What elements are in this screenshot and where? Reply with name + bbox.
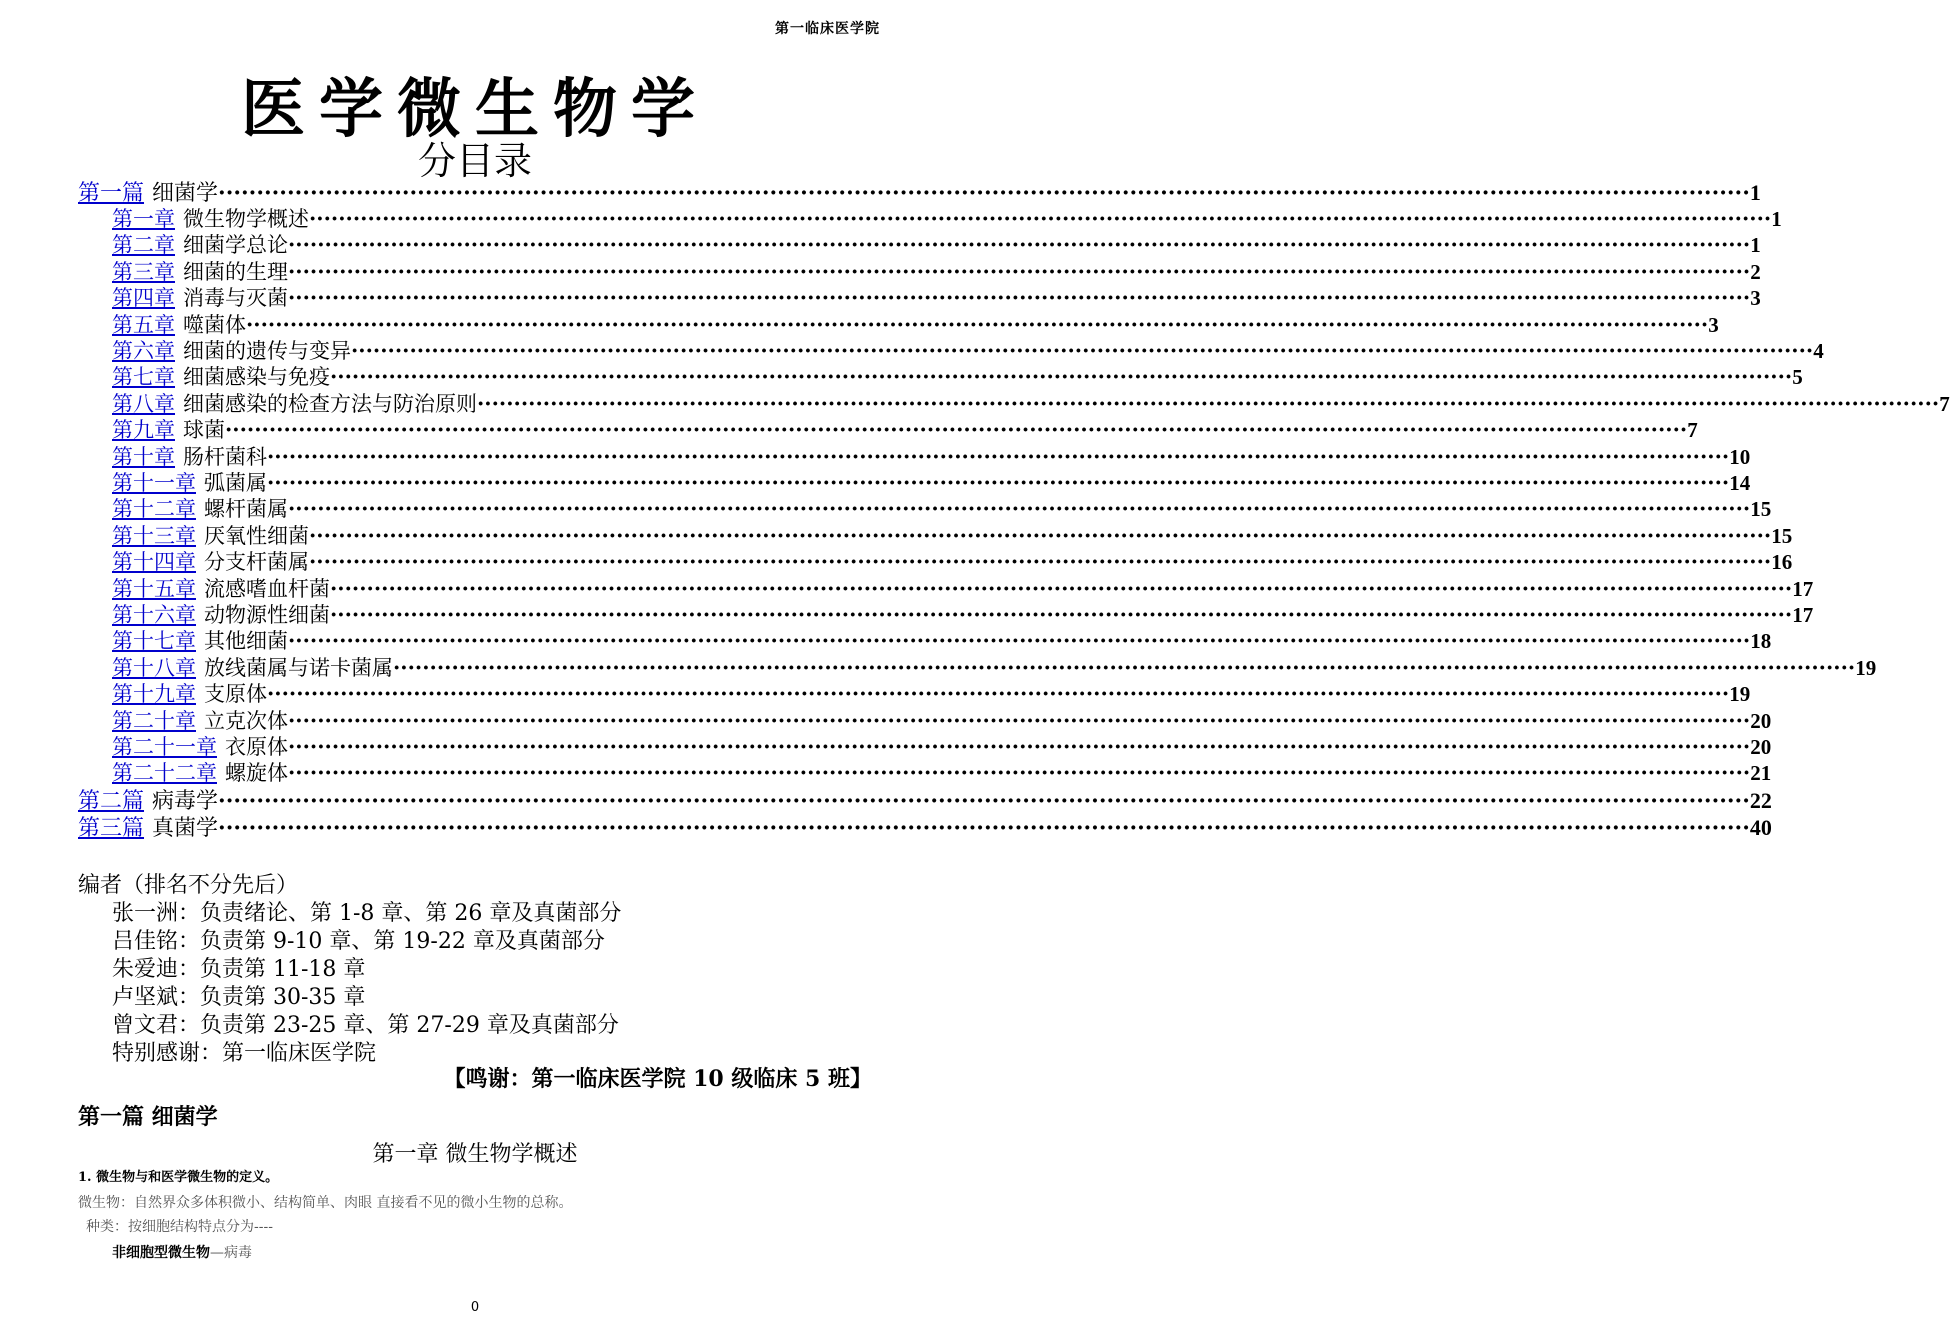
toc-subtitle: 分目录 — [417, 139, 532, 183]
toc-page-number: 19 — [1729, 682, 1751, 707]
chapter-heading: 第一章 微生物学概述 — [372, 1142, 578, 1167]
toc-page-number: 21 — [1750, 761, 1772, 786]
toc-page-number: 10 — [1729, 444, 1751, 469]
toc-leader-dots: ········································································································································································································ — [267, 443, 1730, 469]
toc-leader-dots: ········································································································································································································ — [288, 285, 1751, 311]
toc-leader-dots: ········································································································································································································ — [267, 470, 1730, 495]
toc-entry-title: 病毒学 — [152, 788, 219, 814]
page-number: 0 — [470, 1300, 480, 1315]
toc-leader-dots: ········································································································································································································ — [288, 707, 1751, 733]
toc-entry-title: 支原体 — [204, 682, 267, 707]
toc-link[interactable]: 第三篇 — [78, 815, 145, 841]
toc-page-number: 1 — [1771, 207, 1782, 231]
toc-chapter-row — [112, 757, 1772, 786]
toc-entry-title: 微生物学概述 — [183, 207, 309, 231]
toc-entry-title: 螺杆菌属 — [204, 497, 288, 522]
toc-chapter-row — [112, 203, 1782, 231]
editor-line: 吕佳铭：负责第 9-10 章、第 19-22 章及真菌部分 — [112, 929, 605, 954]
toc-chapter-row — [112, 625, 1772, 654]
toc-link[interactable]: 第十二章 — [112, 497, 196, 522]
toc-chapter-row — [112, 335, 1824, 363]
toc-chapter-row — [112, 229, 1761, 258]
toc-leader-dots: ········································································································································································································ — [309, 206, 1772, 231]
toc-page-number: 15 — [1750, 497, 1772, 522]
toc-leader-dots: ········································································································································································································ — [288, 628, 1751, 654]
toc-link[interactable]: 第七章 — [112, 365, 175, 390]
toc-link[interactable]: 第十九章 — [112, 682, 196, 707]
toc-page-number: 20 — [1750, 735, 1772, 759]
toc-link[interactable]: 第二篇 — [78, 788, 145, 814]
toc-link[interactable]: 第六章 — [112, 339, 175, 363]
toc-link[interactable]: 第十一章 — [112, 471, 196, 495]
toc-entry-title: 真菌学 — [152, 815, 219, 841]
toc-chapter-row — [112, 599, 1814, 627]
toc-chapter-row — [112, 309, 1719, 337]
toc-leader-dots: ········································································································································································································ — [288, 258, 1751, 284]
toc-entry-title: 放线菌属与诺卡菌属 — [204, 655, 393, 680]
toc-entry-title: 细菌学总论 — [183, 233, 288, 258]
toc-leader-dots: ········································································································································································································ — [218, 814, 1750, 841]
editor-line: 卢坚斌：负责第 30-35 章 — [112, 985, 366, 1010]
toc-page-number: 40 — [1749, 814, 1772, 840]
non-cellular-value: —病毒 — [210, 1245, 252, 1261]
toc-leader-dots: ········································································································································································································ — [330, 575, 1793, 601]
toc-entry-title: 衣原体 — [225, 735, 288, 759]
toc-leader-dots: ········································································································································································································ — [309, 522, 1772, 548]
toc-leader-dots: ········································································································································································································ — [330, 602, 1793, 627]
toc-page-number: 17 — [1792, 603, 1814, 627]
toc-chapter-row — [112, 361, 1803, 390]
toc-leader-dots: ········································································································································································································ — [477, 390, 1940, 416]
toc-chapter-row — [112, 573, 1814, 601]
toc-page-number: 5 — [1792, 365, 1803, 390]
toc-chapter-row — [112, 493, 1772, 522]
toc-link[interactable]: 第一篇 — [78, 181, 145, 206]
toc-entry-title: 流感嗜血杆菌 — [204, 576, 330, 601]
toc-part-row — [78, 811, 1772, 841]
toc-entry-title: 厌氧性细菌 — [204, 523, 309, 548]
toc-page-number: 15 — [1771, 523, 1793, 548]
toc-page-number: 18 — [1750, 629, 1772, 654]
toc-entry-title: 噬菌体 — [183, 312, 246, 337]
toc-leader-dots: ········································································································································································································ — [288, 496, 1751, 522]
toc-link[interactable]: 第十六章 — [112, 603, 196, 627]
acknowledgement: 【鸣谢：第一临床医学院 10 级临床 5 班】 — [443, 1066, 872, 1092]
toc-leader-dots: ········································································································································································································ — [246, 311, 1709, 337]
toc-chapter-row — [112, 520, 1793, 548]
toc-page-number: 14 — [1729, 471, 1751, 495]
toc-entry-title: 其他细菌 — [204, 629, 288, 654]
toc-page-number: 22 — [1749, 787, 1772, 813]
toc-leader-dots: ········································································································································································································ — [309, 549, 1772, 575]
toc-chapter-row — [112, 256, 1761, 284]
document-title: 医学微生物学 — [241, 73, 709, 147]
toc-entry-title: 细菌的生理 — [183, 259, 288, 284]
editors-heading: 编者（排名不分先后） — [78, 873, 299, 898]
toc-entry-title: 细菌感染与免疫 — [183, 365, 330, 390]
toc-link[interactable]: 第五章 — [112, 312, 175, 337]
toc-page-number: 20 — [1750, 708, 1772, 733]
toc-page-number: 17 — [1792, 576, 1814, 601]
toc-leader-dots: ········································································································································································································ — [288, 760, 1751, 786]
toc-leader-dots: ········································································································································································································ — [351, 338, 1814, 363]
toc-link[interactable]: 第三章 — [112, 259, 175, 284]
editor-line: 朱爱迪：负责第 11-18 章 — [112, 957, 366, 982]
toc-entry-title: 动物源性细菌 — [204, 603, 330, 627]
toc-link[interactable]: 第十七章 — [112, 629, 196, 654]
part-heading: 第一篇 细菌学 — [78, 1105, 218, 1130]
toc-part-row — [78, 176, 1761, 206]
toc-entry-title: 细菌的遗传与变异 — [183, 339, 351, 363]
toc-chapter-row — [112, 282, 1761, 311]
toc-link[interactable]: 第二十一章 — [112, 735, 217, 759]
toc-leader-dots: ········································································································································································································ — [218, 180, 1750, 206]
editor-line: 曾文君：负责第 23-25 章、第 27-29 章及真菌部分 — [112, 1013, 619, 1038]
header-college: 第一临床医学院 — [775, 21, 880, 37]
toc-part-row — [78, 784, 1772, 814]
toc-link[interactable]: 第十八章 — [112, 655, 196, 680]
toc-page-number: 1 — [1750, 233, 1761, 258]
toc-entry-title: 消毒与灭菌 — [183, 286, 288, 311]
toc-entry-title: 肠杆菌科 — [183, 444, 267, 469]
toc-entry-title: 分支杆菌属 — [204, 550, 309, 575]
non-cellular-item — [112, 1242, 252, 1262]
toc-link[interactable]: 第四章 — [112, 286, 175, 311]
toc-chapter-row — [112, 441, 1751, 469]
toc-entry-title: 螺旋体 — [225, 761, 288, 786]
toc-chapter-row — [112, 652, 1877, 680]
toc-entry-title: 球菌 — [183, 418, 225, 443]
definition-text: 微生物：自然界众多体积微小、结构简单、肉眼 直接看不见的微小生物的总称。 — [78, 1195, 573, 1211]
toc-chapter-row — [112, 731, 1772, 759]
toc-link[interactable]: 第二十二章 — [112, 761, 217, 786]
toc-link[interactable]: 第十三章 — [112, 523, 196, 548]
toc-page-number: 1 — [1749, 180, 1761, 205]
toc-page-number: 2 — [1750, 259, 1761, 284]
toc-page-number: 3 — [1708, 312, 1719, 337]
editor-line: 张一洲：负责绪论、第 1-8 章、第 26 章及真菌部分 — [112, 901, 622, 926]
question-heading: 1. 微生物与和医学微生物的定义。 — [78, 1170, 279, 1185]
toc-link[interactable]: 第一章 — [112, 207, 175, 231]
toc-chapter-row — [112, 678, 1751, 707]
toc-link[interactable]: 第八章 — [112, 391, 175, 416]
toc-link[interactable]: 第十章 — [112, 444, 175, 469]
toc-page-number: 7 — [1687, 418, 1698, 443]
toc-link[interactable]: 第二章 — [112, 233, 175, 258]
toc-link[interactable]: 第十四章 — [112, 550, 196, 575]
toc-chapter-row — [112, 546, 1793, 575]
toc-page-number: 7 — [1939, 391, 1950, 416]
toc-entry-title: 立克次体 — [204, 708, 288, 733]
toc-leader-dots: ········································································································································································································ — [288, 734, 1751, 759]
toc-leader-dots: ········································································································································································································ — [218, 787, 1750, 814]
toc-entry-title: 弧菌属 — [204, 471, 267, 495]
toc-entry-title: 细菌学 — [152, 181, 219, 206]
toc-link[interactable]: 第二十章 — [112, 708, 196, 733]
toc-leader-dots: ········································································································································································································ — [393, 654, 1856, 680]
toc-chapter-row — [112, 705, 1772, 733]
toc-chapter-row — [112, 467, 1751, 495]
toc-page-number: 4 — [1813, 339, 1824, 363]
toc-page-number: 19 — [1855, 655, 1877, 680]
toc-link[interactable]: 第九章 — [112, 418, 175, 443]
toc-chapter-row — [112, 388, 1950, 416]
toc-leader-dots: ········································································································································································································ — [330, 364, 1793, 390]
toc-entry-title: 细菌感染的检查方法与防治原则 — [183, 391, 477, 416]
editor-line: 特别感谢：第一临床医学院 — [112, 1041, 377, 1066]
toc-page-number: 16 — [1771, 550, 1793, 575]
toc-link[interactable]: 第十五章 — [112, 576, 196, 601]
toc-page-number: 3 — [1750, 286, 1761, 311]
toc-chapter-row — [112, 414, 1698, 443]
toc-leader-dots: ········································································································································································································ — [225, 417, 1688, 443]
toc-leader-dots: ········································································································································································································ — [288, 232, 1751, 258]
classification-text: 种类：按细胞结构特点分为---- — [86, 1219, 273, 1235]
non-cellular-label: 非细胞型微生物 — [112, 1245, 210, 1261]
toc-leader-dots: ········································································································································································································ — [267, 681, 1730, 707]
